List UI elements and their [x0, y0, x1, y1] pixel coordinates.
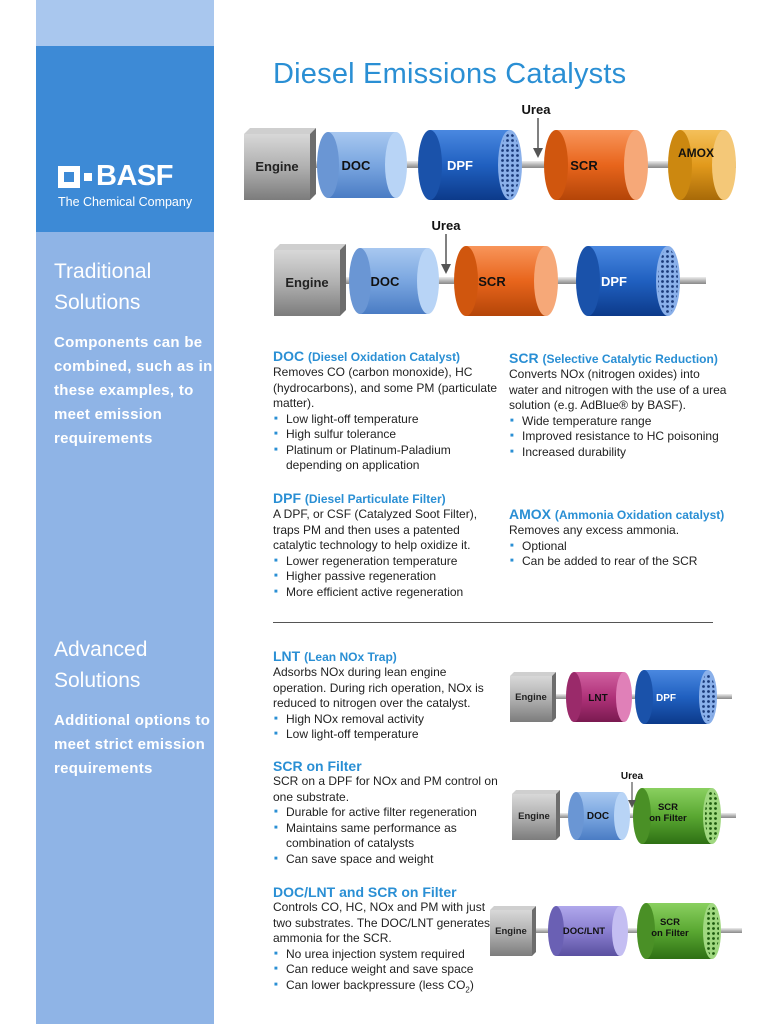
list-item: ■ Lower regeneration temperature [273, 554, 498, 570]
list-item: ■ No urea injection system required [273, 947, 499, 963]
scr-cylinder [454, 246, 558, 316]
logo-dot-icon [84, 173, 92, 181]
dpf-bullets [273, 554, 498, 601]
lnt-section [273, 648, 499, 743]
dpf-cylinder [576, 246, 680, 316]
list-item: ■ Can be added to rear of the SCR [509, 554, 729, 570]
doc-lnt-scr-description: Controls CO, HC, NOx and PM with just two substrates. The DOC/LNT generates ammonia for the SCR. [273, 900, 490, 945]
list-item: ■ Maintains same performance as combination of catalysts [273, 821, 499, 852]
diagram-lnt [506, 664, 736, 734]
doc-lnt-scr-bullets [273, 947, 499, 998]
dpf-label: DPF [601, 274, 627, 289]
scr-description: Converts NOx (nitrogen oxides) into water and nitrogen with the use of a urea solution (e.g. AdBlue® by BASF). [509, 367, 727, 412]
dpf-cylinder [635, 670, 717, 724]
list-item: ■ Platinum or Platinum-Paladium depending on application [273, 443, 498, 474]
amox-heading [509, 506, 729, 523]
engine-block [512, 790, 560, 840]
dpf-heading [273, 490, 498, 507]
scr-filter-cylinder [633, 788, 721, 844]
dpf-label: DPF [447, 158, 473, 173]
urea-label: Urea [620, 771, 644, 782]
list-item: ■ Wide temperature range [509, 414, 729, 430]
engine-block [244, 128, 316, 200]
doc-lnt-label: DOC/LNT [562, 926, 606, 937]
scr-heading [509, 350, 729, 367]
doc-lnt-scr-heading: DOC/LNT and SCR on Filter [273, 884, 457, 900]
brand-name: BASF [96, 160, 173, 192]
doc-heading [273, 348, 498, 365]
dpf-full-name: (Diesel Particulate Filter) [304, 492, 446, 506]
lnt-label: LNT [588, 693, 608, 704]
amox-label: AMOX [678, 146, 714, 160]
engine-label: Engine [518, 811, 550, 822]
doc-label: DOC [341, 158, 371, 173]
list-item: ■ Improved resistance to HC poisoning [509, 429, 729, 445]
dpf-label: DPF [656, 693, 676, 704]
amox-bullets [509, 539, 729, 570]
doc-description: Removes CO (carbon monoxide), HC (hydrocarbons), and some PM (particulate matter). [273, 365, 498, 410]
sidebar [36, 0, 214, 1024]
brand-tagline: The Chemical Company [58, 195, 193, 209]
scr-abbr: SCR [509, 350, 539, 366]
scr-filter-bullets [273, 805, 499, 867]
scr-section [509, 350, 729, 460]
co2-bullet-text: Can lower backpressure (less CO [286, 977, 466, 992]
engine-block [490, 906, 536, 956]
doc-cylinder [317, 132, 407, 198]
list-item: ■ High NOx removal activity [273, 712, 499, 728]
page-title: Diesel Emissions Catalysts [273, 58, 627, 90]
traditional-text: Components can be combined, such as in these examples, to meet emission requirements [54, 334, 213, 447]
doc-label: DOC [586, 811, 610, 822]
scr-label: SCR [478, 274, 506, 289]
list-item: ■ Increased durability [509, 445, 729, 461]
amox-abbr: AMOX [509, 506, 551, 522]
co2-subscript: 2 [465, 984, 470, 994]
list-item: ■ Can reduce weight and save space [273, 962, 499, 978]
list-item: ■ High sulfur tolerance [273, 427, 498, 443]
advanced-text: Additional options to meet strict emission requirements [54, 712, 211, 777]
lnt-full-name: (Lean NOx Trap) [304, 650, 397, 664]
doc-section [273, 348, 498, 474]
list-item: ■ Can save space and weight [273, 852, 499, 868]
scr-filter-section [273, 758, 499, 867]
list-item: ■ Low light-off temperature [273, 727, 499, 743]
dpf-description: A DPF, or CSF (Catalyzed Soot Filter), traps PM and then uses a patented catalytic technology to help oxidize it. [273, 507, 478, 552]
engine-label: Engine [285, 275, 329, 290]
engine-block [510, 672, 556, 722]
logo-square-icon [58, 166, 80, 188]
diagram-traditional-2 [270, 214, 710, 320]
scr-bullets [509, 414, 729, 461]
list-item: ■ Higher passive regeneration [273, 569, 498, 585]
scr-filter-cylinder [637, 903, 721, 959]
co2-close-paren: ) [469, 977, 474, 992]
engine-label: Engine [495, 926, 527, 937]
amox-cylinder [668, 130, 736, 200]
engine-label: Engine [255, 159, 299, 174]
urea-label: Urea [431, 218, 461, 233]
advanced-heading: Advanced Solutions [54, 638, 148, 692]
list-item: ■ Optional [509, 539, 729, 555]
doc-lnt-cylinder [548, 906, 628, 956]
scr-cylinder [544, 130, 648, 200]
dpf-section [273, 490, 498, 600]
dpf-cylinder [418, 130, 522, 200]
doc-bullets [273, 412, 498, 474]
amox-full-name: (Ammonia Oxidation catalyst) [554, 508, 725, 522]
section-divider [273, 622, 713, 623]
amox-description: Removes any excess ammonia. [509, 523, 680, 537]
lnt-heading [273, 648, 499, 665]
scr-filter-description: SCR on a DPF for NOx and PM control on one substrate. [273, 774, 498, 804]
scr-filter-label-2: on Filter [651, 928, 689, 939]
scr-filter-heading: SCR on Filter [273, 758, 362, 774]
scr-label: SCR [570, 158, 598, 173]
scr-filter-label-1: SCR [657, 802, 679, 813]
urea-label: Urea [521, 102, 551, 117]
doc-label: DOC [370, 274, 400, 289]
arrow-down-icon [441, 264, 451, 274]
logo-block [36, 46, 214, 232]
arrow-down-icon [533, 148, 543, 158]
doc-full-name: (Diesel Oxidation Catalyst) [308, 350, 461, 364]
diagram-traditional-1 [240, 98, 740, 208]
dpf-abbr: DPF [273, 490, 301, 506]
doc-lnt-scr-section [273, 884, 499, 997]
doc-cylinder [349, 248, 439, 314]
list-item: ■ More efficient active regeneration [273, 585, 498, 601]
lnt-abbr: LNT [273, 648, 301, 664]
diagram-doc-lnt-scr [486, 896, 746, 966]
lnt-description: Adsorbs NOx during lean engine operation. During rich operation, NOx is reduced to nitrogen over the catalyst. [273, 665, 484, 710]
sidebar-top-strip [36, 0, 214, 46]
amox-section [509, 506, 729, 570]
scr-filter-label-1: SCR [659, 917, 681, 928]
lnt-bullets [273, 712, 499, 743]
doc-cylinder [568, 792, 630, 840]
engine-label: Engine [515, 692, 547, 703]
diagram-scr-filter [508, 766, 740, 846]
list-item: ■ Low light-off temperature [273, 412, 498, 428]
list-item [273, 978, 499, 998]
lnt-cylinder [566, 672, 632, 722]
traditional-heading: Traditional Solutions [54, 260, 152, 314]
engine-block [274, 244, 346, 316]
doc-abbr: DOC [273, 348, 305, 364]
basf-logo [58, 160, 173, 193]
list-item: ■ Durable for active filter regeneration [273, 805, 499, 821]
scr-filter-label-2: on Filter [649, 813, 687, 824]
scr-full-name: (Selective Catalytic Reduction) [542, 352, 718, 366]
